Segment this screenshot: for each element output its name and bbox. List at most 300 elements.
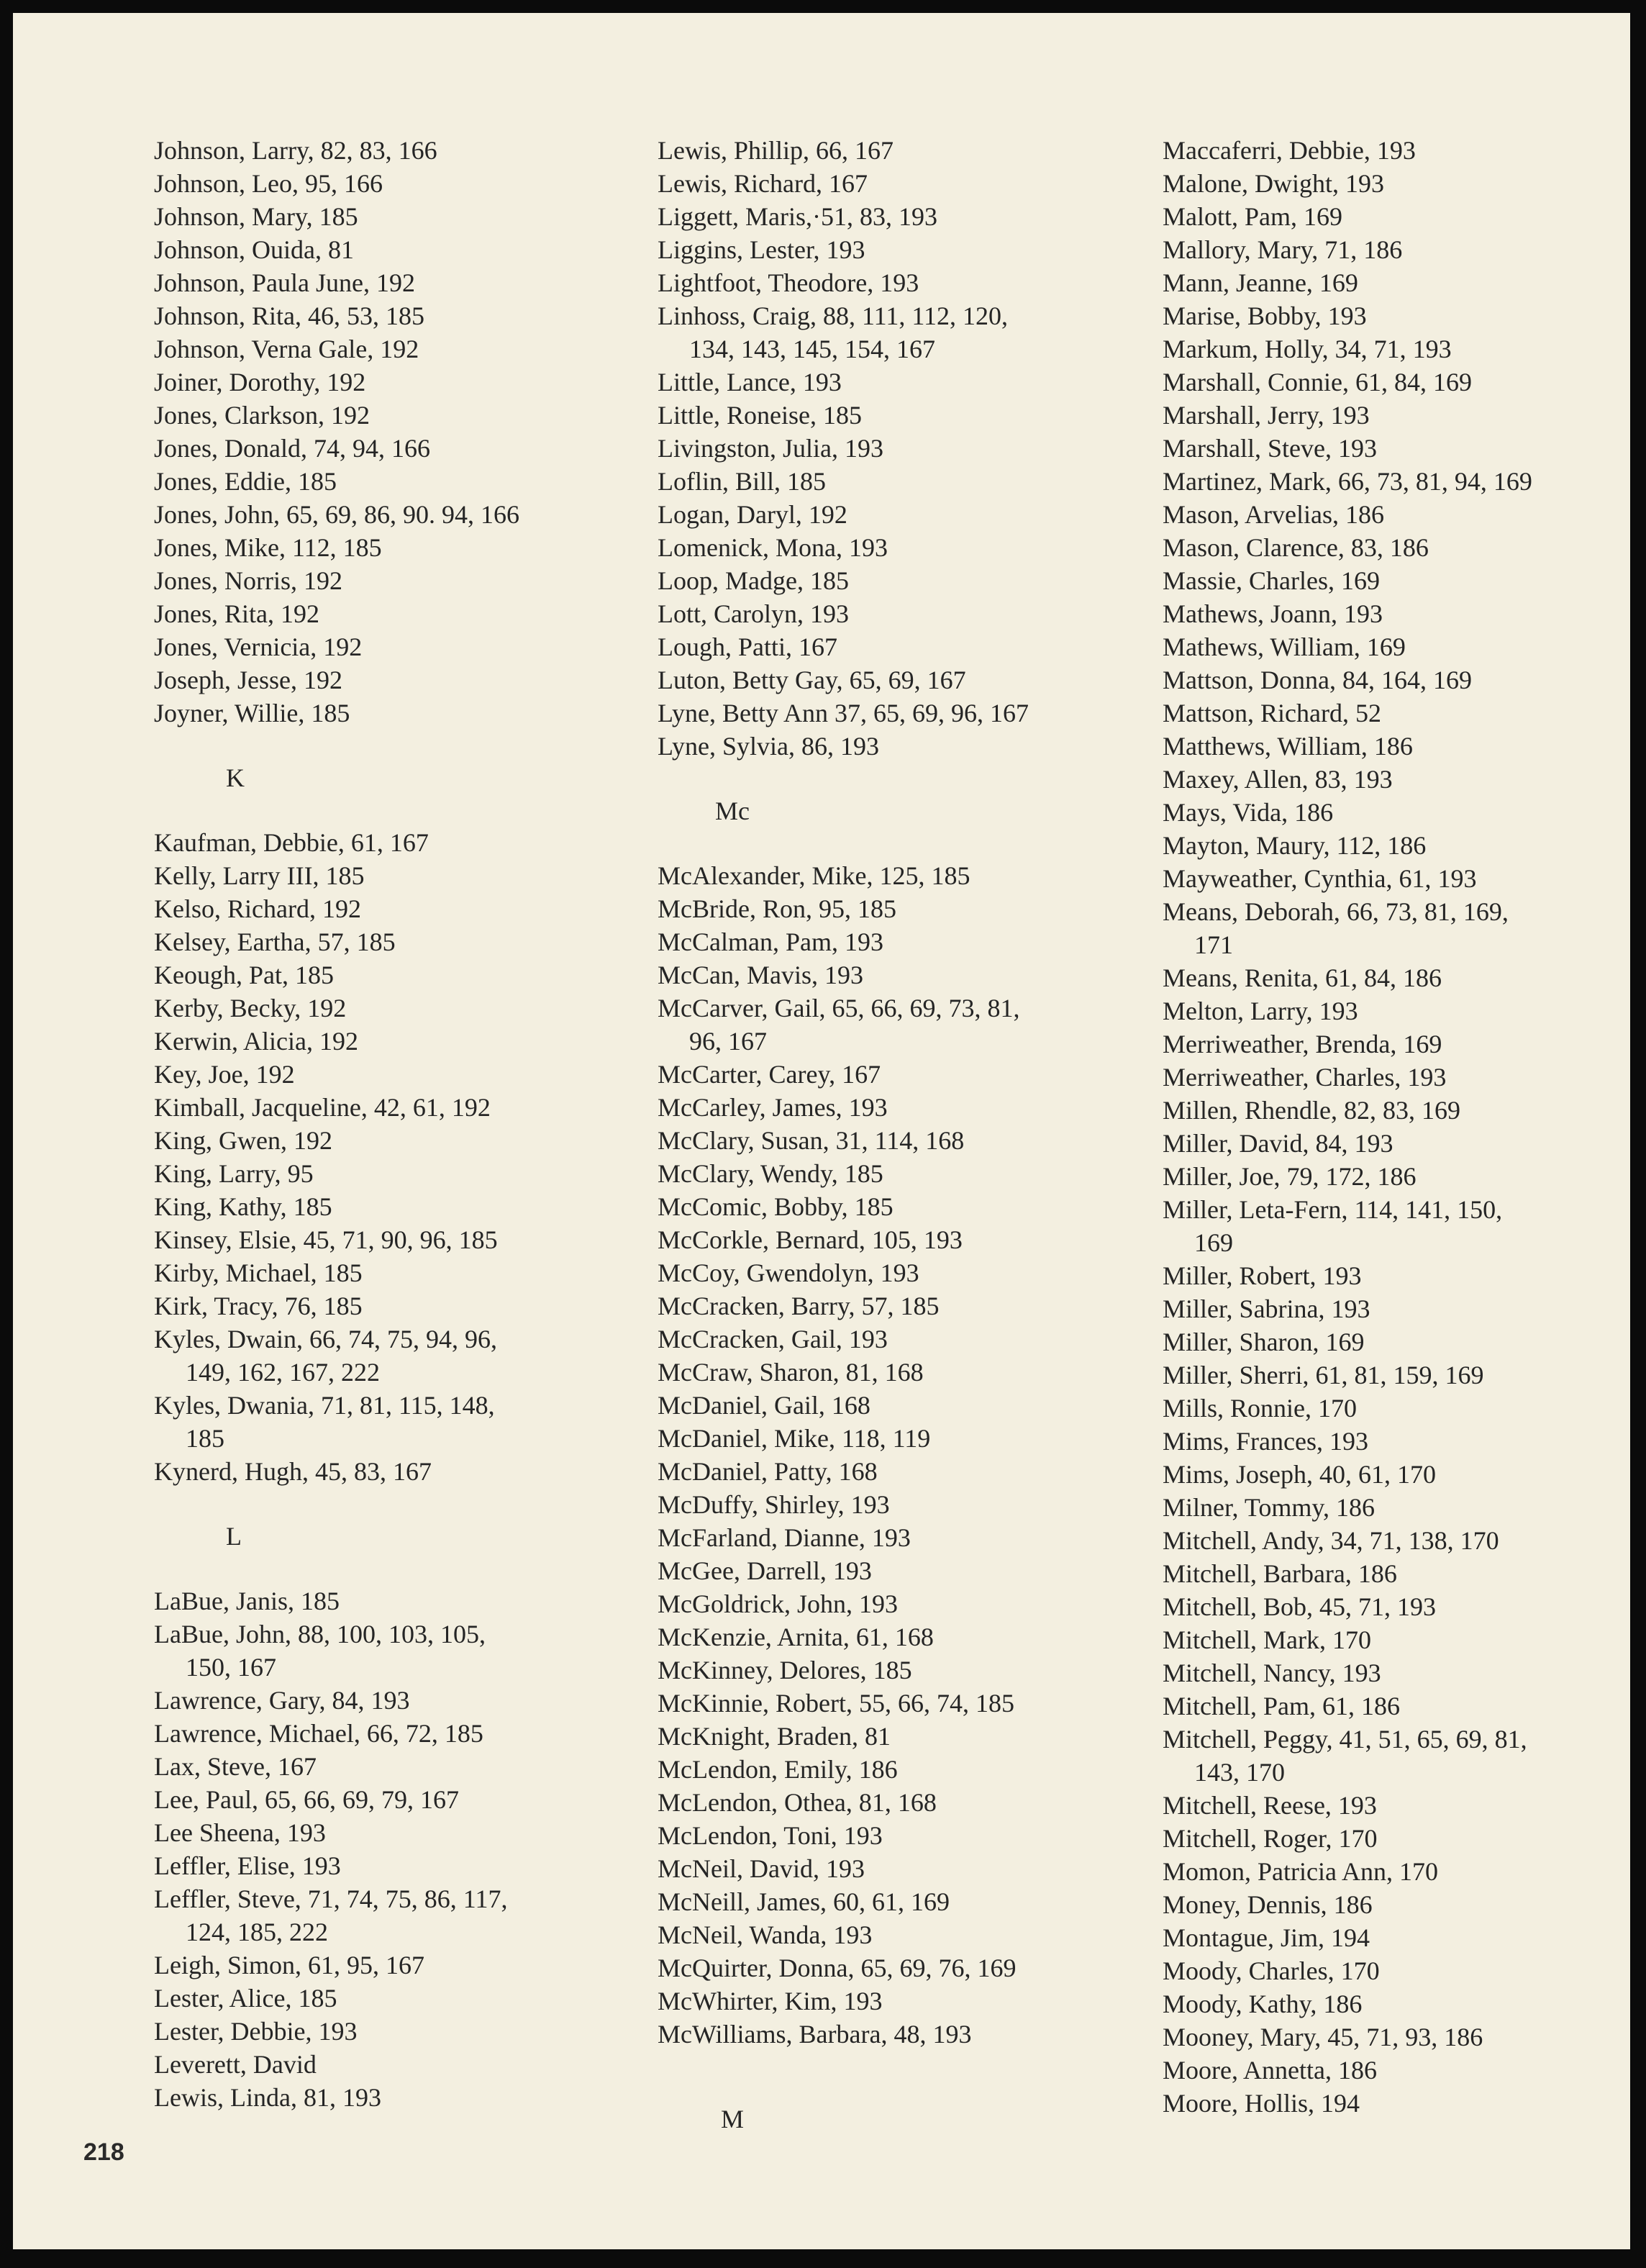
index-entry: [1163, 1623, 1646, 1656]
index-entry: [1163, 663, 1646, 697]
entry-continuation: 185: [186, 1424, 224, 1453]
index-entry: [154, 1223, 643, 1256]
index-entry: [1163, 2054, 1646, 2087]
index-entry: [1163, 299, 1646, 332]
index-entry: [1163, 630, 1646, 663]
entry-line: Mitchell, Reese, 193: [1163, 1791, 1377, 1820]
entry-line: Kerwin, Alicia, 192: [154, 1027, 358, 1056]
index-entry: [1163, 1590, 1646, 1623]
index-entry: [658, 1554, 1147, 1587]
section-letter: L: [226, 1522, 242, 1551]
entry-line: Moody, Charles, 170: [1163, 1956, 1380, 1985]
index-entry: [658, 1157, 1147, 1190]
index-entry: [1163, 2087, 1646, 2120]
entry-line: Markum, Holly, 34, 71, 193: [1163, 335, 1452, 363]
entry-line: Miller, Joe, 79, 172, 186: [1163, 1162, 1417, 1191]
index-entry: [154, 531, 643, 564]
entry-line: Malone, Dwight, 193: [1163, 169, 1384, 198]
index-entry: [1163, 134, 1646, 167]
entry-line: Keough, Pat, 185: [154, 961, 334, 989]
index-entry: [1163, 1094, 1646, 1127]
entry-line: Mitchell, Peggy, 41, 51, 65, 69, 81,: [1163, 1725, 1527, 1754]
entry-line: Liggins, Lester, 193: [658, 235, 865, 264]
entry-line: McNeil, David, 193: [658, 1854, 865, 1883]
index-entry: [1163, 994, 1646, 1028]
index-entry: [658, 1819, 1147, 1852]
index-entry: [154, 1882, 643, 1949]
index-entry: [1163, 366, 1646, 399]
entry-line: Key, Joe, 192: [154, 1060, 295, 1089]
entry-line: Luton, Betty Gay, 65, 69, 167: [658, 666, 966, 694]
index-entry: [1163, 1524, 1646, 1557]
entry-line: McCarver, Gail, 65, 66, 69, 73, 81,: [658, 994, 1020, 1022]
index-entry: [1163, 1425, 1646, 1458]
index-entry: [658, 1720, 1147, 1753]
entry-line: Malott, Pam, 169: [1163, 202, 1342, 231]
entry-line: Jones, Mike, 112, 185: [154, 533, 382, 562]
index-entry: [154, 1058, 643, 1091]
entry-line: McQuirter, Donna, 65, 69, 76, 169: [658, 1954, 1017, 1982]
index-entry: [154, 1717, 643, 1750]
index-entry: [154, 564, 643, 597]
entry-line: Kirk, Tracy, 76, 185: [154, 1292, 363, 1320]
entry-line: Jones, Norris, 192: [154, 566, 342, 595]
index-entry: [658, 1256, 1147, 1289]
entry-line: Martinez, Mark, 66, 73, 81, 94, 169: [1163, 467, 1532, 496]
index-entry: [1163, 1921, 1646, 1954]
index-entry: [658, 1620, 1147, 1654]
index-entry: [1163, 1358, 1646, 1392]
entry-line: Miller, Leta-Fern, 114, 141, 150,: [1163, 1195, 1503, 1224]
entry-line: Mason, Arvelias, 186: [1163, 500, 1384, 529]
index-entry: [658, 1786, 1147, 1819]
index-entry: [658, 564, 1147, 597]
entry-line: Means, Deborah, 66, 73, 81, 169,: [1163, 897, 1509, 926]
index-entry: [154, 1157, 643, 1190]
index-entry: [658, 1455, 1147, 1488]
entry-line: McDaniel, Mike, 118, 119: [658, 1424, 931, 1453]
entry-line: McComic, Bobby, 185: [658, 1192, 894, 1221]
entry-line: Lyne, Betty Ann 37, 65, 69, 96, 167: [658, 699, 1029, 727]
entry-line: Little, Roneise, 185: [658, 401, 862, 430]
index-entry: [658, 366, 1147, 399]
index-entry: [154, 859, 643, 892]
entry-line: Lewis, Phillip, 66, 167: [658, 136, 894, 165]
index-entry: [154, 1323, 643, 1389]
index-entry: [658, 1356, 1147, 1389]
entry-line: Lightfoot, Theodore, 193: [658, 268, 919, 297]
index-entry: [658, 1521, 1147, 1554]
index-entry: [658, 859, 1147, 892]
entry-line: Momon, Patricia Ann, 170: [1163, 1857, 1438, 1886]
entry-line: Merriweather, Charles, 193: [1163, 1063, 1447, 1092]
entry-line: Lott, Carolyn, 193: [658, 599, 849, 628]
index-entry: [658, 1488, 1147, 1521]
index-entry: [154, 299, 643, 332]
entry-line: Liggett, Maris,·51, 83, 193: [658, 202, 937, 231]
entry-line: Joseph, Jesse, 192: [154, 666, 342, 694]
entry-line: Mays, Vida, 186: [1163, 798, 1334, 827]
index-entry: [1163, 432, 1646, 465]
entry-line: Livingston, Julia, 193: [658, 434, 883, 463]
entry-line: Moore, Annetta, 186: [1163, 2056, 1377, 2085]
index-entry: [658, 1885, 1147, 1918]
index-entry: [154, 925, 643, 958]
index-entry: [658, 2018, 1147, 2051]
index-entry: [1163, 1557, 1646, 1590]
entry-continuation: 143, 170: [1194, 1758, 1285, 1787]
entry-line: McLendon, Othea, 81, 168: [658, 1788, 937, 1817]
index-entry: [658, 1918, 1147, 1951]
index-entry: [154, 366, 643, 399]
index-entry: [154, 332, 643, 366]
index-entry: [1163, 730, 1646, 763]
index-entry: [658, 1389, 1147, 1422]
entry-line: McWhirter, Kim, 193: [658, 1987, 883, 2015]
entry-line: Mattson, Donna, 84, 164, 169: [1163, 666, 1472, 694]
entry-line: McBride, Ron, 95, 185: [658, 894, 896, 923]
entry-line: Mason, Clarence, 83, 186: [1163, 533, 1429, 562]
index-entry: [154, 1256, 643, 1289]
entry-line: McFarland, Dianne, 193: [658, 1523, 911, 1552]
index-entry: [154, 1949, 643, 1982]
entry-line: Mitchell, Andy, 34, 71, 138, 170: [1163, 1526, 1499, 1555]
entry-continuation: 96, 167: [689, 1027, 767, 1056]
entry-line: Lyne, Sylvia, 86, 193: [658, 732, 879, 761]
entry-line: Lough, Patti, 167: [658, 632, 837, 661]
entry-line: McDaniel, Gail, 168: [658, 1391, 870, 1420]
entry-line: Kerby, Becky, 192: [154, 994, 347, 1022]
index-entry: [154, 697, 643, 730]
entry-line: McGoldrick, John, 193: [658, 1589, 898, 1618]
index-entry: [154, 826, 643, 859]
index-entry: [658, 465, 1147, 498]
entry-line: McClary, Wendy, 185: [658, 1159, 883, 1188]
index-entry: [154, 266, 643, 299]
entry-line: Matthews, William, 186: [1163, 732, 1413, 761]
index-entry: [154, 167, 643, 200]
index-entry: [154, 465, 643, 498]
entry-line: Maccaferri, Debbie, 193: [1163, 136, 1416, 165]
entry-line: Johnson, Ouida, 81: [154, 235, 354, 264]
entry-line: Leverett, David: [154, 2050, 317, 2079]
entry-line: Maxey, Allen, 83, 193: [1163, 765, 1393, 794]
index-entry: [658, 399, 1147, 432]
entry-line: Little, Lance, 193: [658, 368, 842, 396]
entry-line: McCan, Mavis, 193: [658, 961, 863, 989]
index-entry: [154, 233, 643, 266]
entry-line: Leigh, Simon, 61, 95, 167: [154, 1951, 424, 1979]
index-entry: [1163, 895, 1646, 961]
entry-line: McCarley, James, 193: [658, 1093, 888, 1122]
section-letter: M: [721, 2105, 745, 2133]
entry-line: Lomenick, Mona, 193: [658, 533, 888, 562]
entry-line: Mayweather, Cynthia, 61, 193: [1163, 864, 1477, 893]
entry-line: Mathews, Joann, 193: [1163, 599, 1383, 628]
index-entry: [658, 1984, 1147, 2018]
entry-line: King, Gwen, 192: [154, 1126, 332, 1155]
index-entry: [1163, 1987, 1646, 2020]
entry-line: Kelly, Larry III, 185: [154, 861, 365, 890]
entry-line: Mooney, Mary, 45, 71, 93, 186: [1163, 2023, 1483, 2051]
index-entry: [658, 1422, 1147, 1455]
index-entry: [154, 1982, 643, 2015]
entry-line: Kelsey, Eartha, 57, 185: [154, 927, 396, 956]
index-entry: [1163, 1292, 1646, 1325]
entry-line: Mathews, William, 169: [1163, 632, 1406, 661]
entry-continuation: 149, 162, 167, 222: [186, 1358, 380, 1387]
index-entry: [1163, 1458, 1646, 1491]
entry-line: Lee, Paul, 65, 66, 69, 79, 167: [154, 1785, 459, 1814]
entry-line: Lee Sheena, 193: [154, 1818, 326, 1847]
index-entry: [1163, 1822, 1646, 1855]
entry-line: McLendon, Toni, 193: [658, 1821, 883, 1850]
entry-line: McKinney, Delores, 185: [658, 1656, 912, 1684]
index-entry: [658, 1091, 1147, 1124]
entry-line: Mims, Joseph, 40, 61, 170: [1163, 1460, 1437, 1489]
index-entry: [1163, 1954, 1646, 1987]
entry-line: McCorkle, Bernard, 105, 193: [658, 1225, 963, 1254]
index-entry: [154, 498, 643, 531]
entry-line: Mitchell, Bob, 45, 71, 193: [1163, 1592, 1436, 1621]
index-entry: [1163, 1325, 1646, 1358]
index-entry: [154, 1816, 643, 1849]
index-entry: [658, 233, 1147, 266]
index-entry: [154, 663, 643, 697]
index-entry: [658, 697, 1147, 730]
index-entry: [154, 992, 643, 1025]
entry-line: LaBue, Janis, 185: [154, 1587, 340, 1615]
entry-line: Moore, Hollis, 194: [1163, 2089, 1360, 2118]
entry-line: Milner, Tommy, 186: [1163, 1493, 1376, 1522]
entry-line: Marshall, Steve, 193: [1163, 434, 1377, 463]
index-entry: [658, 432, 1147, 465]
entry-line: McNeil, Wanda, 193: [658, 1920, 873, 1949]
index-entry: [154, 1783, 643, 1816]
entry-continuation: 124, 185, 222: [186, 1918, 328, 1946]
entry-line: Kirby, Michael, 185: [154, 1258, 363, 1287]
index-entry: [1163, 2020, 1646, 2054]
entry-line: Jones, Eddie, 185: [154, 467, 337, 496]
index-entry: [1163, 465, 1646, 498]
index-entry: [658, 1687, 1147, 1720]
index-entry: [1163, 167, 1646, 200]
entry-line: Logan, Daryl, 192: [658, 500, 847, 529]
index-entry: [658, 925, 1147, 958]
index-page: [13, 13, 1630, 2249]
index-entry: [154, 1025, 643, 1058]
index-entry: [658, 167, 1147, 200]
entry-line: Linhoss, Craig, 88, 111, 112, 120,: [658, 301, 1008, 330]
entry-line: Mitchell, Roger, 170: [1163, 1824, 1378, 1853]
entry-line: Marshall, Jerry, 193: [1163, 401, 1370, 430]
section-letter: Mc: [715, 797, 750, 825]
index-column-1: [154, 134, 643, 2114]
entry-line: Kyles, Dwania, 71, 81, 115, 148,: [154, 1391, 495, 1420]
entry-line: McDaniel, Patty, 168: [658, 1457, 878, 1486]
index-entry: [1163, 1789, 1646, 1822]
index-entry: [658, 266, 1147, 299]
index-entry: [1163, 531, 1646, 564]
index-entry: [154, 1849, 643, 1882]
entry-line: McCracken, Barry, 57, 185: [658, 1292, 940, 1320]
index-entry: [658, 1852, 1147, 1885]
entry-line: McClary, Susan, 31, 114, 168: [658, 1126, 965, 1155]
entry-line: Mattson, Richard, 52: [1163, 699, 1381, 727]
entry-line: Mayton, Maury, 112, 186: [1163, 831, 1427, 860]
entry-line: King, Kathy, 185: [154, 1192, 332, 1221]
entry-line: Mims, Frances, 193: [1163, 1427, 1368, 1456]
index-entry: [1163, 961, 1646, 994]
index-entry: [1163, 1855, 1646, 1888]
entry-line: Mitchell, Mark, 170: [1163, 1625, 1371, 1654]
index-entry: [1163, 233, 1646, 266]
index-entry: [658, 1289, 1147, 1323]
index-entry: [1163, 332, 1646, 366]
index-entry: [154, 2015, 643, 2048]
entry-continuation: 171: [1194, 930, 1233, 959]
index-entry: [658, 134, 1147, 167]
entry-line: Lester, Alice, 185: [154, 1984, 337, 2013]
entry-line: Kimball, Jacqueline, 42, 61, 192: [154, 1093, 491, 1122]
entry-line: McAlexander, Mike, 125, 185: [658, 861, 970, 890]
entry-line: Mann, Jeanne, 169: [1163, 268, 1358, 297]
entry-line: Mitchell, Barbara, 186: [1163, 1559, 1397, 1588]
index-entry: [1163, 200, 1646, 233]
entry-line: Millen, Rhendle, 82, 83, 169: [1163, 1096, 1460, 1125]
entry-line: Mitchell, Nancy, 193: [1163, 1659, 1381, 1687]
entry-line: Merriweather, Brenda, 169: [1163, 1030, 1442, 1058]
index-entry: [658, 1124, 1147, 1157]
index-entry: [1163, 697, 1646, 730]
entry-line: Montague, Jim, 194: [1163, 1923, 1370, 1952]
index-entry: [154, 1618, 643, 1684]
entry-line: McKenzie, Arnita, 61, 168: [658, 1623, 934, 1651]
entry-line: Kelso, Richard, 192: [154, 894, 361, 923]
index-entry: [1163, 1127, 1646, 1160]
entry-line: Kaufman, Debbie, 61, 167: [154, 828, 429, 857]
index-entry: [1163, 266, 1646, 299]
index-entry: [154, 432, 643, 465]
entry-line: Mills, Ronnie, 170: [1163, 1394, 1358, 1423]
entry-line: Leffler, Elise, 193: [154, 1851, 341, 1880]
entry-line: McCraw, Sharon, 81, 168: [658, 1358, 924, 1387]
entry-line: King, Larry, 95: [154, 1159, 314, 1188]
index-entry: [1163, 597, 1646, 630]
entry-line: Mitchell, Pam, 61, 186: [1163, 1692, 1400, 1720]
index-entry: [154, 399, 643, 432]
index-entry: [1163, 564, 1646, 597]
entry-line: McNeill, James, 60, 61, 169: [658, 1887, 950, 1916]
index-entry: [1163, 1259, 1646, 1292]
page-number: 218: [83, 2138, 124, 2166]
section-letter: K: [226, 763, 245, 792]
entry-line: Loflin, Bill, 185: [658, 467, 826, 496]
index-entry: [658, 1190, 1147, 1223]
entry-line: Lawrence, Gary, 84, 193: [154, 1686, 410, 1715]
index-entry: [658, 1951, 1147, 1984]
entry-line: Johnson, Leo, 95, 166: [154, 169, 383, 198]
index-entry: [1163, 1061, 1646, 1094]
entry-continuation: 134, 143, 145, 154, 167: [689, 335, 935, 363]
index-entry: [658, 1587, 1147, 1620]
entry-line: Johnson, Paula June, 192: [154, 268, 415, 297]
entry-line: Lawrence, Michael, 66, 72, 185: [154, 1719, 483, 1748]
index-entry: [658, 992, 1147, 1058]
entry-line: Joiner, Dorothy, 192: [154, 368, 366, 396]
entry-line: McKnight, Braden, 81: [658, 1722, 891, 1751]
index-entry: [1163, 1656, 1646, 1689]
entry-line: Jones, Rita, 192: [154, 599, 319, 628]
index-entry: [154, 630, 643, 663]
entry-line: Money, Dennis, 186: [1163, 1890, 1373, 1919]
entry-line: Mallory, Mary, 71, 186: [1163, 235, 1403, 264]
index-entry: [154, 892, 643, 925]
index-entry: [154, 134, 643, 167]
entry-line: LaBue, John, 88, 100, 103, 105,: [154, 1620, 486, 1648]
entry-line: Loop, Madge, 185: [658, 566, 849, 595]
entry-line: Miller, Robert, 193: [1163, 1261, 1362, 1290]
entry-line: Jones, John, 65, 69, 86, 90. 94, 166: [154, 500, 520, 529]
index-entry: [1163, 1888, 1646, 1921]
index-entry: [154, 1684, 643, 1717]
index-entry: [658, 663, 1147, 697]
index-entry: [1163, 1193, 1646, 1259]
index-entry: [658, 498, 1147, 531]
index-entry: [658, 597, 1147, 630]
index-entry: [658, 958, 1147, 992]
index-entry: [154, 1750, 643, 1783]
entry-line: Kynerd, Hugh, 45, 83, 167: [154, 1457, 432, 1486]
entry-line: Joyner, Willie, 185: [154, 699, 350, 727]
entry-line: Johnson, Mary, 185: [154, 202, 358, 231]
entry-line: Lester, Debbie, 193: [154, 2017, 358, 2046]
entry-line: McGee, Darrell, 193: [658, 1556, 872, 1585]
index-entry: [154, 200, 643, 233]
entry-line: McKinnie, Robert, 55, 66, 74, 185: [658, 1689, 1014, 1718]
index-entry: [1163, 1028, 1646, 1061]
index-entry: [1163, 829, 1646, 862]
index-entry: [154, 1584, 643, 1618]
entry-line: McCalman, Pam, 193: [658, 927, 883, 956]
index-entry: [658, 892, 1147, 925]
entry-line: Jones, Donald, 74, 94, 166: [154, 434, 430, 463]
index-entry: [1163, 1491, 1646, 1524]
index-entry: [154, 1124, 643, 1157]
index-entry: [1163, 1392, 1646, 1425]
entry-line: McWilliams, Barbara, 48, 193: [658, 2020, 972, 2049]
entry-line: Lewis, Linda, 81, 193: [154, 2083, 381, 2112]
index-entry: [154, 2048, 643, 2081]
entry-line: McCoy, Gwendolyn, 193: [658, 1258, 919, 1287]
index-entry: [658, 730, 1147, 763]
index-entry: [1163, 1723, 1646, 1789]
entry-line: McCracken, Gail, 193: [658, 1325, 888, 1353]
index-entry: [658, 1058, 1147, 1091]
entry-line: Johnson, Verna Gale, 192: [154, 335, 419, 363]
index-entry: [658, 299, 1147, 366]
entry-line: McCarter, Carey, 167: [658, 1060, 881, 1089]
entry-line: Leffler, Steve, 71, 74, 75, 86, 117,: [154, 1884, 508, 1913]
index-entry: [658, 1654, 1147, 1687]
index-column-3: [1163, 134, 1646, 2120]
index-entry: [154, 597, 643, 630]
index-entry: [1163, 862, 1646, 895]
entry-line: Johnson, Larry, 82, 83, 166: [154, 136, 437, 165]
entry-line: Kinsey, Elsie, 45, 71, 90, 96, 185: [154, 1225, 498, 1254]
index-entry: [658, 1753, 1147, 1786]
index-entry: [154, 1455, 643, 1488]
